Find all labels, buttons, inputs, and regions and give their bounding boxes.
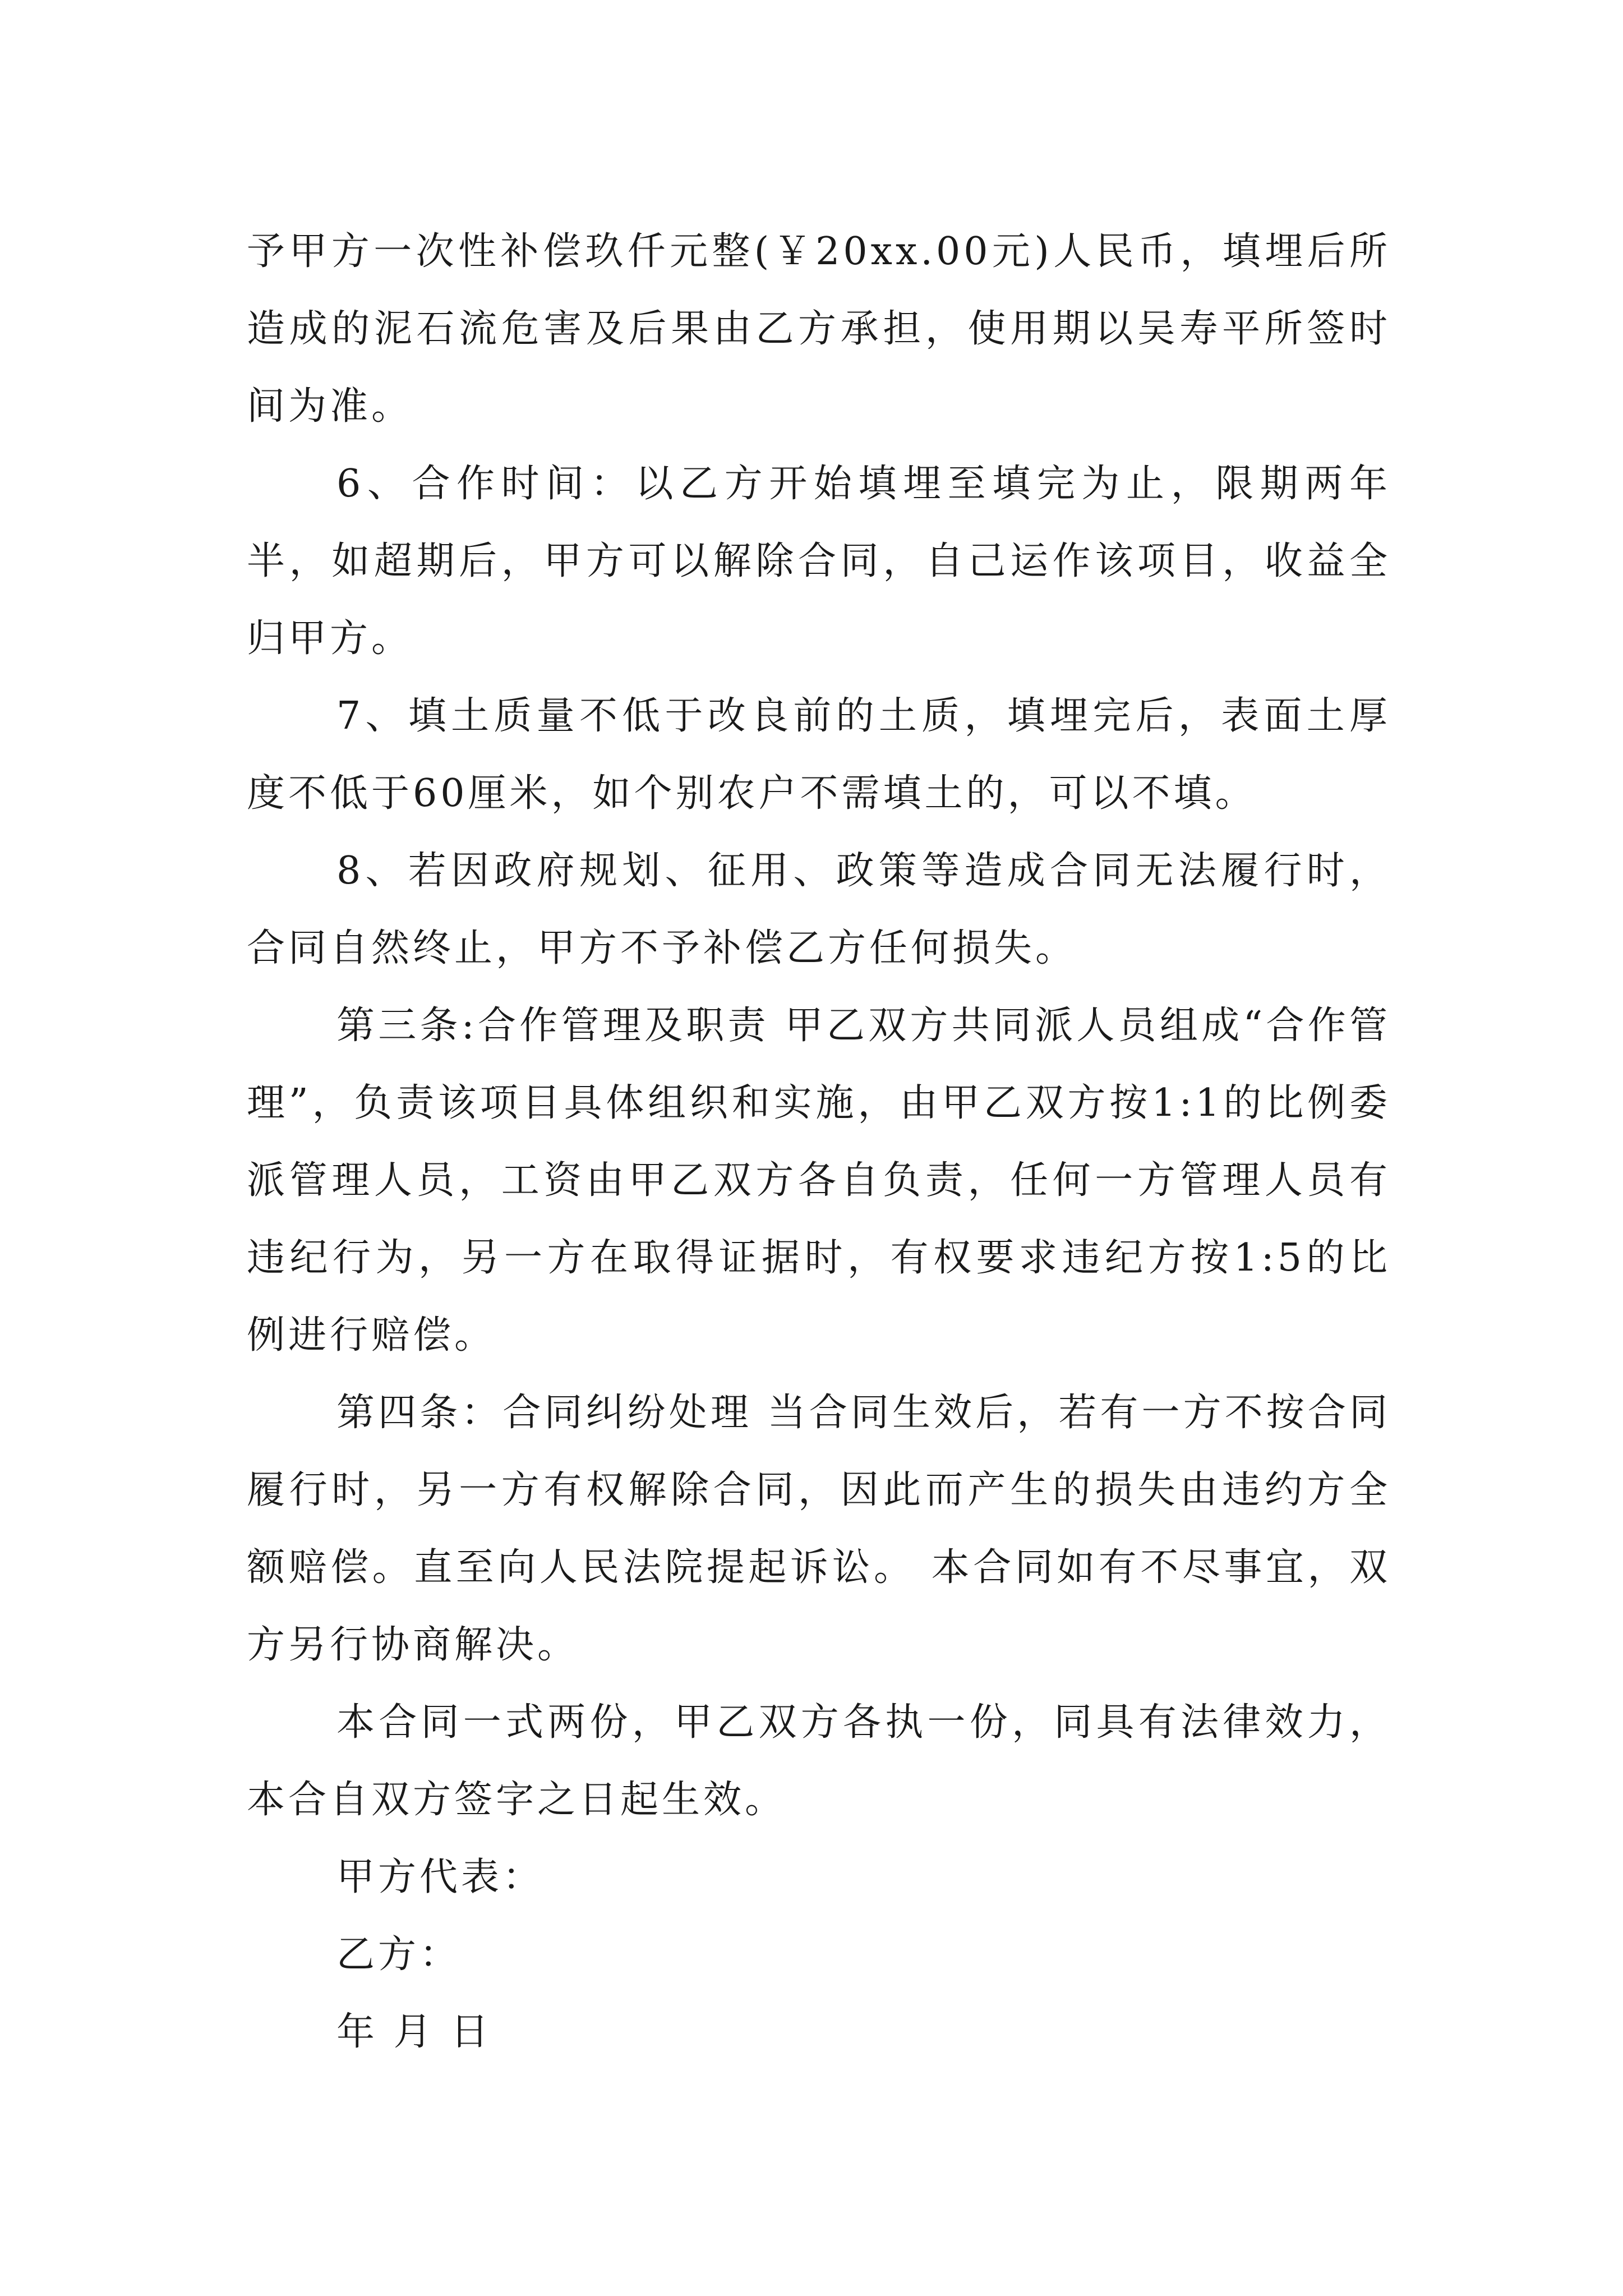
paragraph-compensation: 予甲方一次性补偿玖仟元整(￥20xx.00元)人民币，填埋后所造成的泥石流危害及后果由乙方承担，使用期以吴寿平所签时间为准。 <box>247 229 1391 429</box>
signature-date: 年 月 日 <box>336 2010 492 2054</box>
document-body <box>247 213 1391 2071</box>
signature-party-b: 乙方： <box>336 1932 462 1977</box>
paragraph-article-4: 第四条：合同纠纷处理 当合同生效后，若有一方不按合同履行时，另一方有权解除合同，因此而产生的损失由违约方全额赔偿。直至向人民法院提起诉讼。 本合同如有不尽事宜，双方另行协商解决。 <box>247 1391 1391 1667</box>
paragraph-clause-6: 6、合作时间：以乙方开始填埋至填完为止，限期两年半，如超期后，甲方可以解除合同，自己运作该项目，收益全归甲方。 <box>247 462 1391 661</box>
paragraph-clause-8: 8、若因政府规划、征用、政策等造成合同无法履行时，合同自然终止，甲方不予补偿乙方任何损失。 <box>247 849 1391 970</box>
paragraph-article-3: 第三条:合作管理及职责 甲乙双方共同派人员组成“合作管理”，负责该项目具体组织和实施，由甲乙双方按1:1的比例委派管理人员，工资由甲乙双方各自负责，任何一方管理人员有违纪行为，另一方在取得证据时，有权要求违纪方按1:5的比例进行赔偿。 <box>247 1004 1391 1358</box>
signature-party-a: 甲方代表： <box>336 1855 545 1899</box>
paragraph-clause-7: 7、填土质量不低于改良前的土质，填埋完后，表面土厚度不低于60厘米，如个别农户不需填土的，可以不填。 <box>247 694 1391 816</box>
paragraph-copies: 本合同一式两份，甲乙双方各执一份，同具有法律效力，本合自双方签字之日起生效。 <box>247 1700 1391 1822</box>
